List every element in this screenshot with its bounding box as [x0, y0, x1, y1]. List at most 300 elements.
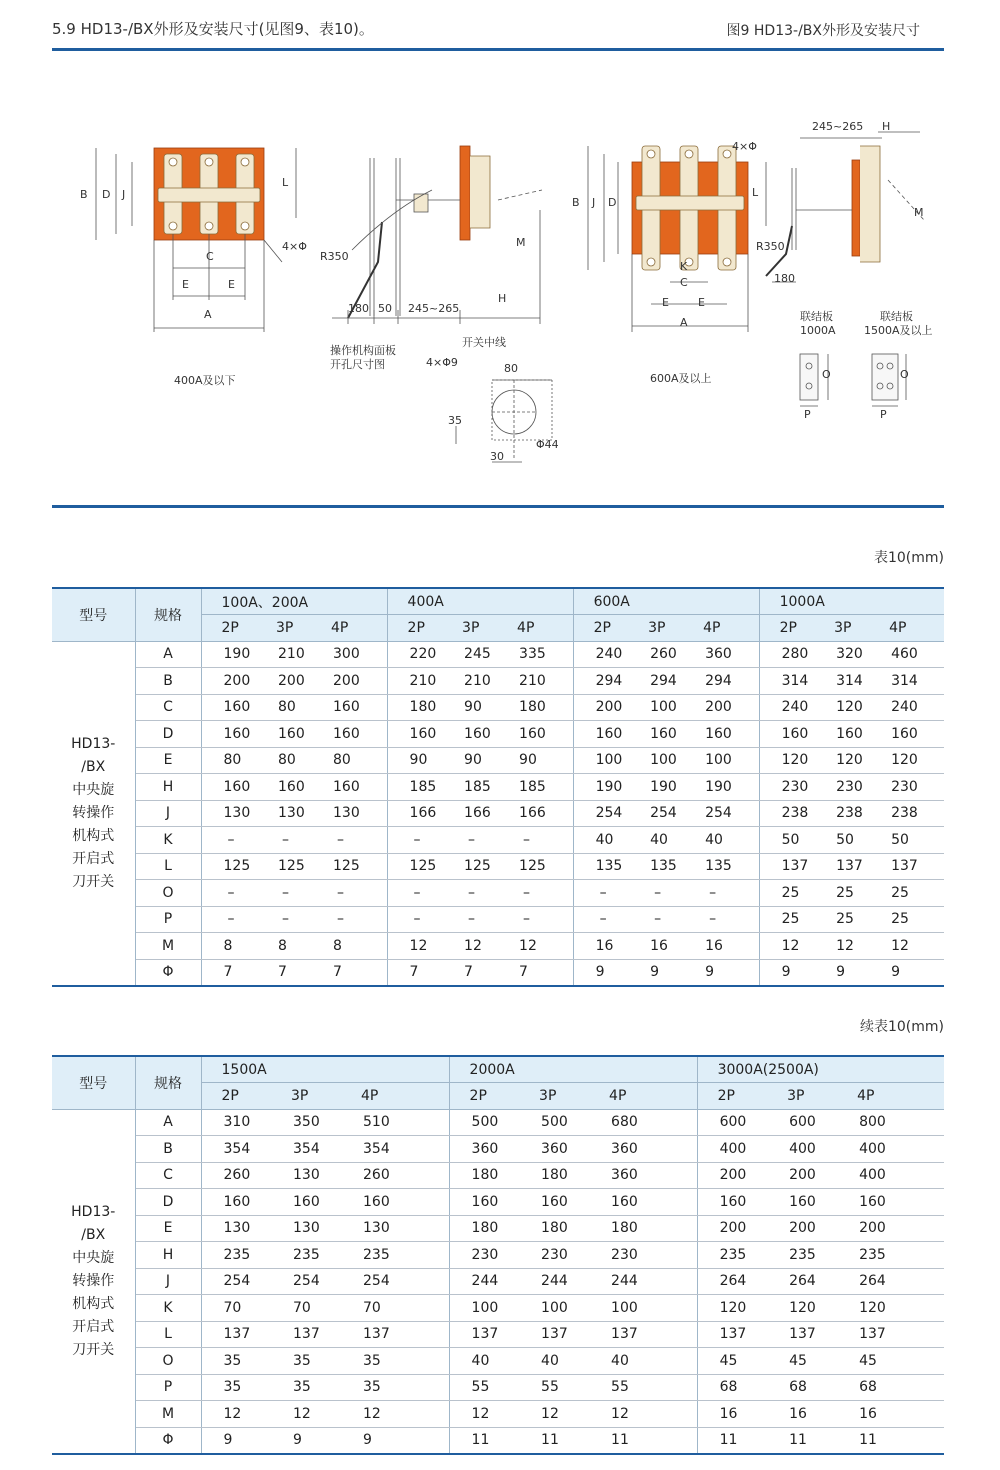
- outline-drawing: [52, 50, 944, 506]
- panel-caption-1: 操作机构面板: [330, 344, 396, 357]
- spec-cell: M: [135, 933, 201, 960]
- value-cell: 600: [767, 1109, 837, 1136]
- value-cell: 25: [759, 906, 814, 933]
- value-cell: 230: [589, 1242, 697, 1269]
- table-row: [52, 800, 944, 827]
- dim-label-e2-right: E: [698, 296, 705, 309]
- group-header: 600A: [573, 588, 759, 615]
- value-cell: 244: [449, 1268, 519, 1295]
- dim-label-m-left: M: [516, 236, 526, 249]
- value-cell: –: [256, 880, 311, 907]
- value-cell: 180: [449, 1215, 519, 1242]
- value-cell: 314: [759, 668, 814, 695]
- value-cell: 264: [837, 1268, 944, 1295]
- value-cell: 200: [311, 668, 387, 695]
- value-cell: –: [683, 880, 759, 907]
- link2-sub: 1500A及以上: [864, 324, 933, 337]
- value-cell: 230: [869, 774, 944, 801]
- value-cell: 120: [837, 1295, 944, 1322]
- value-cell: 68: [767, 1374, 837, 1401]
- value-cell: 160: [697, 1189, 767, 1216]
- pole-header: 3P: [814, 615, 869, 642]
- value-cell: 16: [697, 1401, 767, 1428]
- dimension-table-1: [52, 587, 944, 987]
- value-cell: 25: [814, 880, 869, 907]
- spec-cell: J: [135, 800, 201, 827]
- value-cell: 230: [519, 1242, 589, 1269]
- value-cell: 100: [449, 1295, 519, 1322]
- value-cell: 90: [497, 747, 573, 774]
- spec-cell: L: [135, 1321, 201, 1348]
- value-cell: 160: [271, 1189, 341, 1216]
- value-cell: 137: [449, 1321, 519, 1348]
- group-header: 1000A: [759, 588, 944, 615]
- value-cell: 160: [311, 721, 387, 748]
- pole-header: 3P: [767, 1083, 837, 1110]
- table-row: [52, 1295, 944, 1322]
- value-cell: 245: [442, 641, 497, 668]
- value-cell: 11: [697, 1427, 767, 1454]
- dim-50-left: 50: [378, 302, 392, 315]
- value-cell: 120: [767, 1295, 837, 1322]
- value-cell: 190: [201, 641, 256, 668]
- value-cell: 9: [201, 1427, 271, 1454]
- dim-label-a-right: A: [680, 316, 688, 329]
- spec-cell: P: [135, 906, 201, 933]
- table-row: [52, 1189, 944, 1216]
- dim-180-right: 180: [774, 272, 795, 285]
- value-cell: 35: [341, 1348, 449, 1375]
- dimension-table-2: [52, 1055, 944, 1455]
- value-cell: 11: [519, 1427, 589, 1454]
- value-cell: 160: [256, 721, 311, 748]
- model-name-line: 中央旋: [72, 1249, 115, 1266]
- value-cell: 12: [341, 1401, 449, 1428]
- value-cell: –: [256, 827, 311, 854]
- value-cell: 200: [837, 1215, 944, 1242]
- value-cell: 16: [683, 933, 759, 960]
- value-cell: 12: [271, 1401, 341, 1428]
- value-cell: 9: [759, 959, 814, 986]
- value-cell: 200: [573, 694, 628, 721]
- value-cell: 294: [628, 668, 683, 695]
- model-header: 型号: [52, 1056, 135, 1109]
- table-row: [52, 641, 944, 668]
- value-cell: –: [497, 827, 573, 854]
- value-cell: 125: [497, 853, 573, 880]
- value-cell: 120: [759, 747, 814, 774]
- model-name-cell: [52, 1109, 135, 1454]
- value-cell: 160: [589, 1189, 697, 1216]
- value-cell: 100: [628, 747, 683, 774]
- table1-caption: 表10(mm): [873, 550, 944, 566]
- spec-header: 规格: [135, 1056, 201, 1109]
- value-cell: 25: [759, 880, 814, 907]
- value-cell: 240: [869, 694, 944, 721]
- spec-cell: Φ: [135, 959, 201, 986]
- spec-cell: P: [135, 1374, 201, 1401]
- table-row: [52, 1242, 944, 1269]
- pole-header: 4P: [837, 1083, 944, 1110]
- value-cell: 130: [271, 1215, 341, 1242]
- holes-label-right: 4×Φ: [732, 140, 757, 153]
- value-cell: 120: [814, 747, 869, 774]
- value-cell: 12: [442, 933, 497, 960]
- value-cell: 11: [767, 1427, 837, 1454]
- spec-cell: D: [135, 721, 201, 748]
- switch-center-label: 开关中线: [462, 336, 506, 349]
- value-cell: 166: [387, 800, 442, 827]
- value-cell: 8: [311, 933, 387, 960]
- value-cell: 160: [201, 694, 256, 721]
- pole-header: 4P: [311, 615, 387, 642]
- dim-label-d-left: D: [102, 188, 111, 201]
- value-cell: 25: [869, 906, 944, 933]
- value-cell: 9: [869, 959, 944, 986]
- value-cell: 238: [759, 800, 814, 827]
- value-cell: –: [387, 906, 442, 933]
- value-cell: 137: [341, 1321, 449, 1348]
- value-cell: 137: [519, 1321, 589, 1348]
- value-cell: 8: [256, 933, 311, 960]
- value-cell: 125: [311, 853, 387, 880]
- value-cell: 160: [628, 721, 683, 748]
- value-cell: 35: [201, 1348, 271, 1375]
- spec-cell: H: [135, 774, 201, 801]
- value-cell: 125: [442, 853, 497, 880]
- spec-cell: J: [135, 1268, 201, 1295]
- dim-label-j-right: J: [592, 196, 596, 209]
- value-cell: –: [201, 880, 256, 907]
- table-row: [52, 1401, 944, 1428]
- pole-header: 4P: [589, 1083, 697, 1110]
- dim-label-o-link2: O: [900, 368, 909, 381]
- value-cell: 800: [837, 1109, 944, 1136]
- value-cell: 11: [449, 1427, 519, 1454]
- value-cell: 160: [201, 1189, 271, 1216]
- value-cell: 135: [573, 853, 628, 880]
- holes-label-left: 4×Φ: [282, 240, 307, 253]
- value-cell: 16: [573, 933, 628, 960]
- value-cell: 180: [497, 694, 573, 721]
- value-cell: 354: [201, 1136, 271, 1163]
- value-cell: 55: [519, 1374, 589, 1401]
- model-name-line: 转操作: [72, 804, 115, 821]
- value-cell: 125: [256, 853, 311, 880]
- drawing-rule: [52, 505, 944, 508]
- value-cell: 137: [589, 1321, 697, 1348]
- model-name-line: 转操作: [72, 1272, 115, 1289]
- value-cell: 400: [767, 1136, 837, 1163]
- spec-cell: C: [135, 1162, 201, 1189]
- model-name-line: /BX: [81, 1226, 106, 1243]
- table2-caption: 续表10(mm): [859, 1019, 944, 1035]
- table-row: [52, 1109, 944, 1136]
- value-cell: 135: [628, 853, 683, 880]
- group-header: 400A: [387, 588, 573, 615]
- value-cell: 160: [519, 1189, 589, 1216]
- link1-sub: 1000A: [800, 324, 836, 337]
- value-cell: 254: [628, 800, 683, 827]
- spec-cell: C: [135, 694, 201, 721]
- value-cell: 210: [256, 641, 311, 668]
- dim-245-left: 245~265: [408, 302, 460, 315]
- dim-35: 35: [448, 414, 462, 427]
- value-cell: 180: [387, 694, 442, 721]
- value-cell: 137: [201, 1321, 271, 1348]
- value-cell: 125: [201, 853, 256, 880]
- value-cell: 50: [759, 827, 814, 854]
- model-name-line: /BX: [81, 758, 106, 775]
- value-cell: 254: [201, 1268, 271, 1295]
- table-row: [52, 1348, 944, 1375]
- value-cell: 180: [519, 1215, 589, 1242]
- table-row: [52, 1162, 944, 1189]
- right-caption: 600A及以上: [650, 372, 712, 385]
- dim-label-e1-left: E: [182, 278, 189, 291]
- value-cell: 360: [683, 641, 759, 668]
- pole-header: 3P: [271, 1083, 341, 1110]
- model-name-line: HD13-: [71, 735, 116, 752]
- table-row: [52, 1215, 944, 1242]
- pole-header: 2P: [759, 615, 814, 642]
- spec-cell: D: [135, 1189, 201, 1216]
- value-cell: 137: [271, 1321, 341, 1348]
- value-cell: 80: [311, 747, 387, 774]
- value-cell: 180: [449, 1162, 519, 1189]
- value-cell: 264: [767, 1268, 837, 1295]
- value-cell: 510: [341, 1109, 449, 1136]
- model-name-line: 刀开关: [72, 1341, 115, 1358]
- model-name-line: 机构式: [72, 827, 115, 844]
- dim-label-c-right: C: [680, 276, 688, 289]
- value-cell: 100: [573, 747, 628, 774]
- pole-header: 3P: [442, 615, 497, 642]
- value-cell: 160: [837, 1189, 944, 1216]
- value-cell: 235: [341, 1242, 449, 1269]
- value-cell: –: [683, 906, 759, 933]
- panel-caption-2: 开孔尺寸图: [330, 358, 385, 371]
- value-cell: 45: [767, 1348, 837, 1375]
- model-name-line: 刀开关: [72, 873, 115, 890]
- table-row: [52, 721, 944, 748]
- table-row: [52, 774, 944, 801]
- value-cell: 360: [589, 1136, 697, 1163]
- link1-title: 联结板: [800, 310, 833, 323]
- value-cell: –: [442, 827, 497, 854]
- value-cell: 238: [869, 800, 944, 827]
- value-cell: 100: [683, 747, 759, 774]
- value-cell: 360: [589, 1162, 697, 1189]
- dim-label-l-right: L: [752, 186, 759, 199]
- value-cell: 160: [759, 721, 814, 748]
- model-name-line: 机构式: [72, 1295, 115, 1312]
- value-cell: 244: [589, 1268, 697, 1295]
- value-cell: 350: [271, 1109, 341, 1136]
- table-row: [52, 694, 944, 721]
- dim-label-j-left: J: [122, 188, 126, 201]
- value-cell: 230: [759, 774, 814, 801]
- model-name-line: HD13-: [71, 1203, 116, 1220]
- value-cell: 160: [311, 774, 387, 801]
- spec-cell: K: [135, 827, 201, 854]
- pole-header: 4P: [683, 615, 759, 642]
- value-cell: 300: [311, 641, 387, 668]
- value-cell: 135: [683, 853, 759, 880]
- spec-cell: K: [135, 1295, 201, 1322]
- value-cell: 190: [628, 774, 683, 801]
- spec-cell: O: [135, 880, 201, 907]
- value-cell: 354: [271, 1136, 341, 1163]
- value-cell: 45: [697, 1348, 767, 1375]
- value-cell: 160: [341, 1189, 449, 1216]
- value-cell: 254: [683, 800, 759, 827]
- value-cell: 260: [201, 1162, 271, 1189]
- model-name-line: 开启式: [72, 850, 115, 867]
- value-cell: 160: [683, 721, 759, 748]
- value-cell: 360: [519, 1136, 589, 1163]
- dim-label-b-right: B: [572, 196, 580, 209]
- value-cell: 500: [449, 1109, 519, 1136]
- value-cell: 400: [837, 1136, 944, 1163]
- value-cell: 12: [759, 933, 814, 960]
- value-cell: 137: [837, 1321, 944, 1348]
- value-cell: 80: [256, 747, 311, 774]
- spec-cell: O: [135, 1348, 201, 1375]
- group-header: 1500A: [201, 1056, 449, 1083]
- value-cell: 230: [449, 1242, 519, 1269]
- pole-header: 2P: [697, 1083, 767, 1110]
- value-cell: 90: [387, 747, 442, 774]
- value-cell: 25: [869, 880, 944, 907]
- group-header: 2000A: [449, 1056, 697, 1083]
- value-cell: –: [311, 906, 387, 933]
- value-cell: –: [311, 827, 387, 854]
- model-header: 型号: [52, 588, 135, 641]
- value-cell: 12: [589, 1401, 697, 1428]
- value-cell: 160: [201, 774, 256, 801]
- value-cell: 40: [683, 827, 759, 854]
- value-cell: –: [497, 906, 573, 933]
- pole-header: 4P: [341, 1083, 449, 1110]
- table-row: [52, 906, 944, 933]
- link2-title: 联结板: [880, 310, 913, 323]
- table-row: [52, 827, 944, 854]
- value-cell: 7: [201, 959, 256, 986]
- table-row: [52, 880, 944, 907]
- value-cell: 185: [387, 774, 442, 801]
- value-cell: 11: [837, 1427, 944, 1454]
- value-cell: 294: [573, 668, 628, 695]
- value-cell: –: [256, 906, 311, 933]
- value-cell: 12: [519, 1401, 589, 1428]
- pole-header: 2P: [201, 1083, 271, 1110]
- value-cell: 200: [697, 1215, 767, 1242]
- value-cell: 80: [201, 747, 256, 774]
- value-cell: 190: [683, 774, 759, 801]
- value-cell: 160: [256, 774, 311, 801]
- value-cell: 40: [573, 827, 628, 854]
- spec-cell: A: [135, 1109, 201, 1136]
- value-cell: 80: [256, 694, 311, 721]
- value-cell: 70: [341, 1295, 449, 1322]
- dim-label-e1-right: E: [662, 296, 669, 309]
- value-cell: 238: [814, 800, 869, 827]
- value-cell: 137: [767, 1321, 837, 1348]
- value-cell: 210: [442, 668, 497, 695]
- value-cell: 8: [201, 933, 256, 960]
- spec-cell: Φ: [135, 1427, 201, 1454]
- spec-cell: E: [135, 1215, 201, 1242]
- table-row: [52, 1136, 944, 1163]
- value-cell: –: [387, 880, 442, 907]
- value-cell: –: [201, 827, 256, 854]
- holes-panel-label: 4×Φ9: [426, 356, 458, 369]
- page-header: [52, 14, 944, 48]
- value-cell: 130: [201, 1215, 271, 1242]
- dim-label-b-left: B: [80, 188, 88, 201]
- spec-cell: B: [135, 668, 201, 695]
- value-cell: –: [573, 906, 628, 933]
- dim-label-p-link2: P: [880, 408, 887, 421]
- value-cell: 90: [442, 694, 497, 721]
- value-cell: 9: [573, 959, 628, 986]
- value-cell: 90: [442, 747, 497, 774]
- table-row: [52, 747, 944, 774]
- value-cell: 130: [341, 1215, 449, 1242]
- value-cell: 160: [311, 694, 387, 721]
- value-cell: 12: [201, 1401, 271, 1428]
- value-cell: 70: [271, 1295, 341, 1322]
- value-cell: 40: [589, 1348, 697, 1375]
- value-cell: 200: [201, 668, 256, 695]
- value-cell: 137: [814, 853, 869, 880]
- value-cell: 210: [497, 668, 573, 695]
- value-cell: 680: [589, 1109, 697, 1136]
- value-cell: 190: [573, 774, 628, 801]
- dim-label-a-left: A: [204, 308, 212, 321]
- value-cell: –: [573, 880, 628, 907]
- model-name-line: 中央旋: [72, 781, 115, 798]
- dim-180-left: 180: [348, 302, 369, 315]
- value-cell: 16: [628, 933, 683, 960]
- table-row: [52, 1427, 944, 1454]
- value-cell: 7: [387, 959, 442, 986]
- value-cell: 220: [387, 641, 442, 668]
- value-cell: –: [442, 880, 497, 907]
- value-cell: 254: [341, 1268, 449, 1295]
- dim-label-l-left: L: [282, 176, 289, 189]
- value-cell: 244: [519, 1268, 589, 1295]
- value-cell: 12: [497, 933, 573, 960]
- value-cell: 160: [869, 721, 944, 748]
- spec-cell: M: [135, 1401, 201, 1428]
- value-cell: 120: [697, 1295, 767, 1322]
- value-cell: 310: [201, 1109, 271, 1136]
- dim-label-h-right: H: [882, 120, 891, 133]
- pole-header: 2P: [201, 615, 256, 642]
- dim-30: 30: [490, 450, 504, 463]
- pole-header: 3P: [519, 1083, 589, 1110]
- value-cell: 264: [697, 1268, 767, 1295]
- value-cell: 100: [589, 1295, 697, 1322]
- value-cell: 180: [519, 1162, 589, 1189]
- value-cell: 7: [311, 959, 387, 986]
- value-cell: 35: [341, 1374, 449, 1401]
- value-cell: 16: [837, 1401, 944, 1428]
- value-cell: 400: [837, 1162, 944, 1189]
- group-header: 100A、200A: [201, 588, 387, 615]
